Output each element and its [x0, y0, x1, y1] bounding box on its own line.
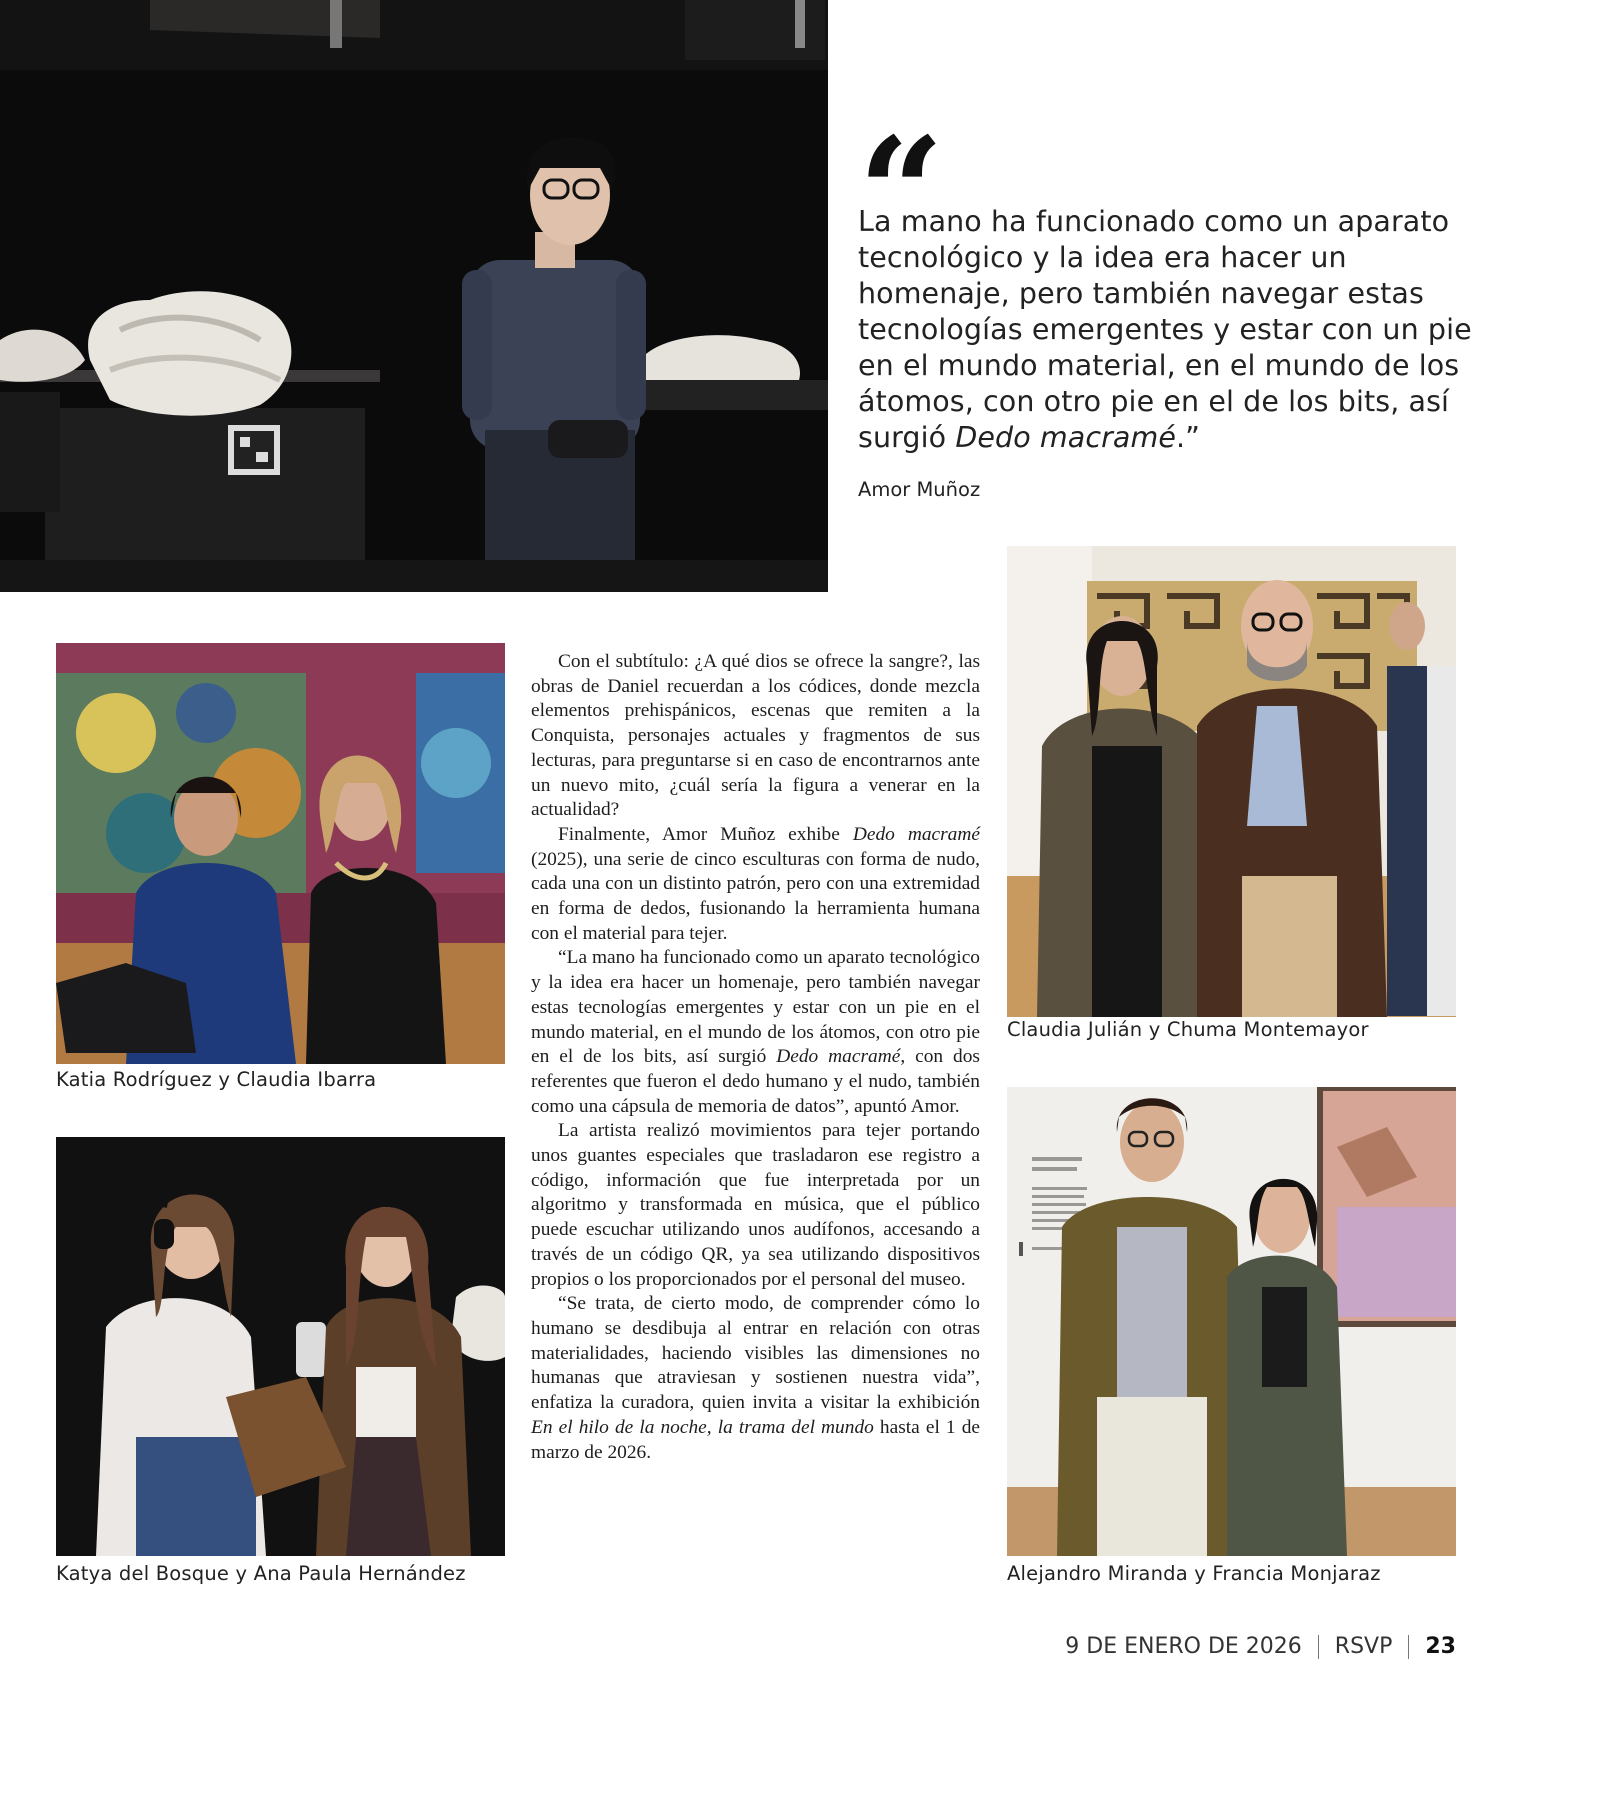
caption-katya-ana-paula: Katya del Bosque y Ana Paula Hernández — [56, 1562, 466, 1585]
article-body — [531, 650, 980, 1465]
article-paragraph: Finalmente, Amor Muñoz exhibe Dedo macramé (2025), una serie de cinco esculturas con forma de nudo, cada una con un distinto patrón, pero con una extremidad en forma de dedos, fusionando la herramienta humana con el material para tejer. — [531, 823, 980, 944]
photo-claudia-chuma — [1007, 546, 1456, 1017]
quote-author: Amor Muñoz — [858, 478, 981, 501]
page-number: 23 — [1425, 1634, 1456, 1659]
article-paragraph: “La mano ha funcionado como un aparato tecnológico y la idea era hacer un homenaje, pero también navegar estas tecnologías emergentes y estar con un pie en el mundo material, en el mundo de los átomos, con otro pie en el de los bits, así surgió Dedo macramé, con dos referentes que fueron el dedo humano y el nudo, también como una cápsula de memoria de datos”, apuntó Amor. — [531, 947, 980, 1117]
photo-katia-claudia — [56, 643, 505, 1064]
issue-date: 9 DE ENERO DE 2026 — [1065, 1634, 1302, 1659]
footer-divider — [1318, 1635, 1319, 1659]
caption-alejandro-francia: Alejandro Miranda y Francia Monjaraz — [1007, 1562, 1381, 1585]
magazine-name: RSVP — [1334, 1634, 1393, 1659]
pull-quote — [858, 105, 1478, 501]
caption-katia-claudia: Katia Rodríguez y Claudia Ibarra — [56, 1068, 377, 1091]
hero-photo-amor-munoz — [0, 0, 828, 592]
pull-quote-text: La mano ha funcionado como un aparato tecnológico y la idea era hacer un homenaje, pero también navegar estas tecnologías emergentes y estar con un pie en el mundo material, en el mundo de los átomos, con otro pie en el de los bits, así surgió Dedo macramé.” — [858, 205, 1472, 454]
photo-katya-ana-paula — [56, 1137, 505, 1556]
article-paragraph: La artista realizó movimientos para tejer portando unos guantes especiales que trasladaron ese registro a código, información que fue interpretada por un algoritmo y transformada en música, que el público puede escuchar utilizando unos audífonos, accesando a través de un código QR, ya sea utilizando dispositivos propios o los proporcionados por el personal del museo. — [531, 1120, 980, 1290]
quote-mark-icon: “ — [858, 105, 935, 281]
photo-alejandro-francia — [1007, 1087, 1456, 1556]
caption-claudia-chuma: Claudia Julián y Chuma Montemayor — [1007, 1018, 1369, 1041]
article-paragraph: “Se trata, de cierto modo, de comprender cómo lo humano se desdibuja al entrar en relación con otras materialidades, haciendo visibles las dimensiones no humanas que atraviesan y sostienen nuestra vida”, enfatiza la curadora, quien invita a visitar la exhibición En el hilo de la noche, la trama del mundo hasta el 1 de marzo de 2026. — [531, 1293, 980, 1463]
article-paragraph: Con el subtítulo: ¿A qué dios se ofrece la sangre?, las obras de Daniel recuerdan a los códices, donde mezcla elementos prehispánicos, escenas que remiten a la Conquista, personajes actuales y fragmentos de sus lecturas, para preguntarse si en caso de encontrarnos ante un nuevo mito, ¿cuál sería la figura a venerar en la actualidad? — [531, 651, 980, 821]
footer-divider — [1408, 1635, 1409, 1659]
page-footer — [1065, 1634, 1456, 1659]
